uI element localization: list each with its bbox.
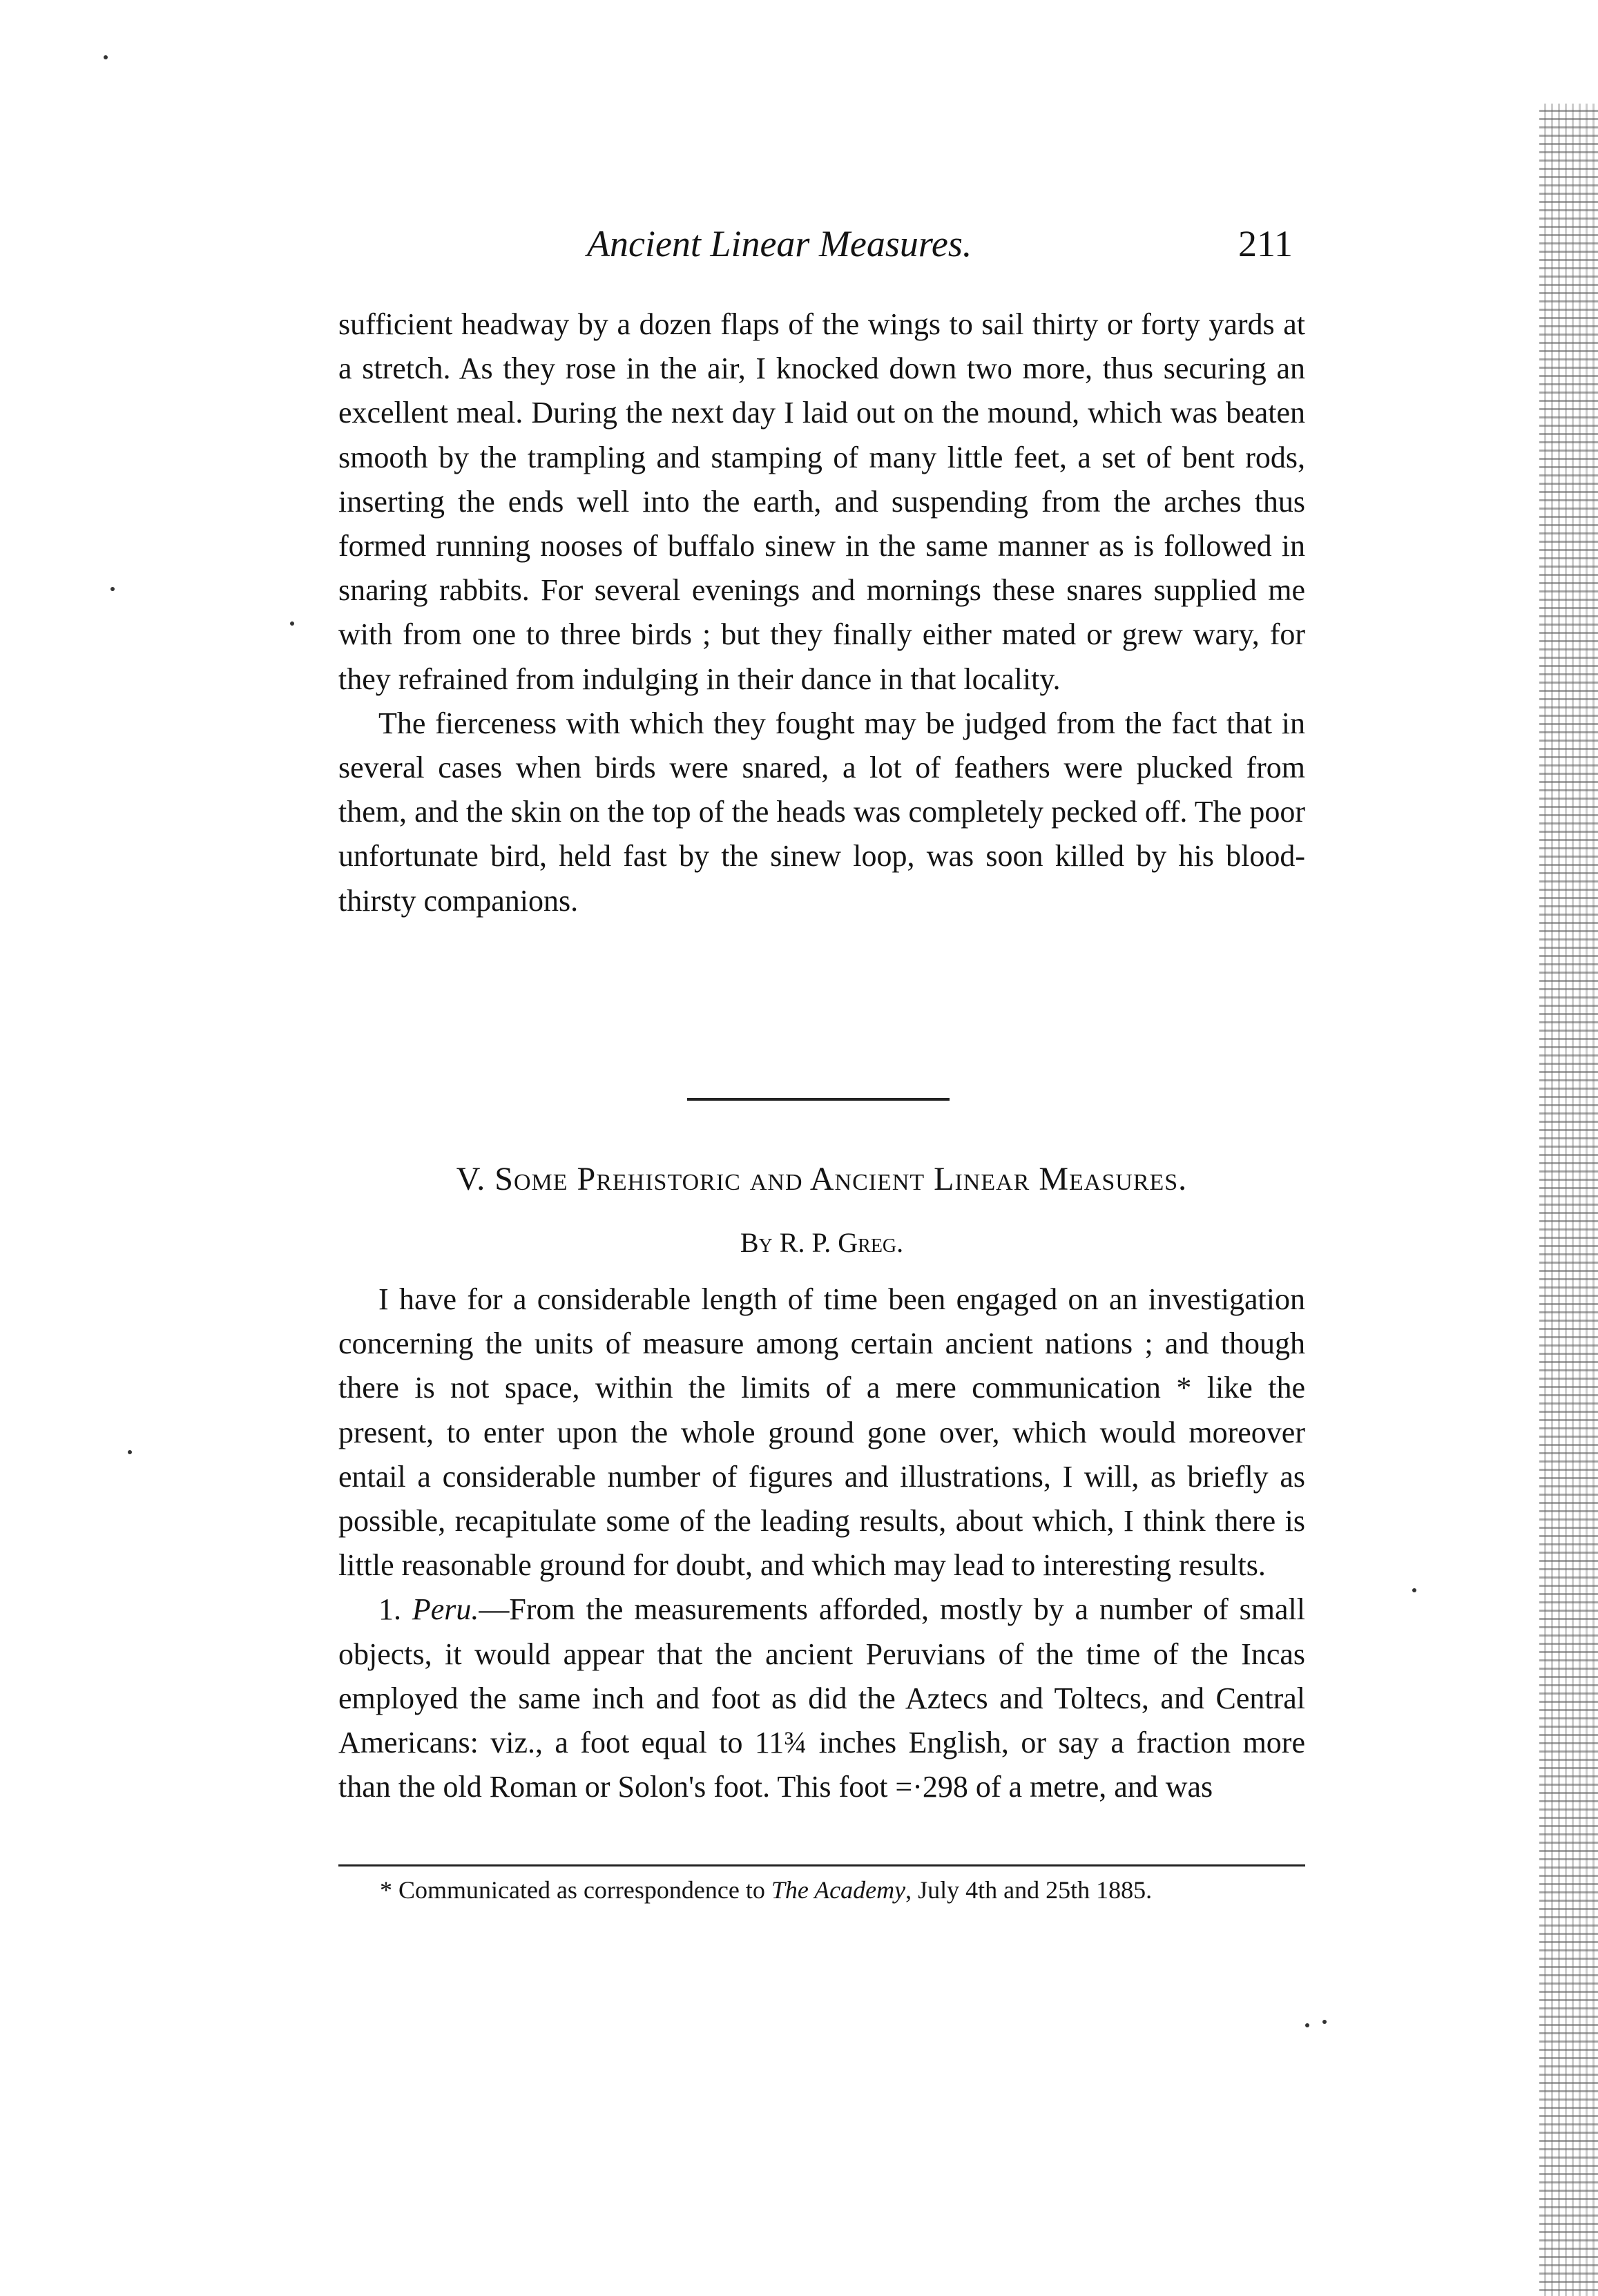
paragraph-number: 1. [378, 1592, 401, 1627]
speck-mark [128, 1450, 132, 1454]
paragraph [338, 1588, 1305, 1809]
speck-mark [104, 55, 108, 59]
speck-mark [1305, 2023, 1309, 2027]
byline: By R. P. Greg. [740, 1227, 904, 1258]
paragraph: sufficient headway by a dozen flaps of the wings to sail thirty or forty yards at a stretch. As they rose in the air, I knocked down two more, thus securing an excellent meal. During the next day I laid out on the mound, which was beaten smooth by the trampling and stamping of many little feet, a set of bent rods, inserting the ends well into the earth, and suspending from the arches thus formed running nooses of buffalo sinew in the same manner as is followed in snaring rabbits. For several evenings and mornings these snares supplied me with from one to three birds ; but they finally either mated or grew wary, for they refrained from indulging in their dance in that locality. [338, 307, 1305, 696]
page-edge-shadow [1539, 104, 1598, 2296]
paragraph: The fierceness with which they fought may be judged from the fact that in several cases when birds were snared, a lot of feathers were plucked from them, and the skin on the top of the heads was completely pecked off. The poor unfortunate bird, held fast by the sinew loop, was soon killed by his blood-thirsty companions. [338, 706, 1305, 918]
paragraph-heading: Peru. [412, 1592, 479, 1627]
speck-mark [290, 621, 294, 626]
paragraph-body: —From the measurements afforded, mostly by a number of small objects, it would appear that the ancient Peruvians of the time of the Incas employed the same inch and foot as did the Aztecs and Toltecs, and Central Americans: viz., a foot equal to 11¾ inches English, or say a fraction more than the old Roman or Solon's foot. This foot =·298 of a metre, and was [338, 1592, 1305, 1804]
section-title: V. Some Prehistoric and Ancient Linear Measures. [456, 1161, 1188, 1197]
speck-mark [1322, 2020, 1327, 2024]
top-text-block [338, 302, 1305, 923]
running-head [338, 220, 1305, 268]
paragraph: I have for a considerable length of time been engaged on an investigation concerning the units of measure among certain ancient nations ; and though there is not space, within the limits of a mere communication * like the present, to enter upon the whole ground gone over, which would moreover entail a considerable number of figures and illustrations, I will, as briefly as possible, recapitulate some of the leading results, about which, I think there is little reasonable ground for doubt, and which may lead to interesting results. [338, 1282, 1305, 1583]
speck-mark [1412, 1588, 1416, 1592]
page-number: 211 [1238, 223, 1293, 264]
footnote [338, 1873, 1305, 1907]
running-title: Ancient Linear Measures. [587, 223, 972, 264]
footnote-suffix: , July 4th and 25th 1885. [905, 1876, 1153, 1904]
footnote-journal: The Academy [771, 1876, 906, 1904]
bottom-text-block [338, 1277, 1305, 1809]
speck-mark [110, 587, 115, 591]
section-divider [687, 1098, 950, 1101]
footnote-prefix: * Communicated as correspondence to [380, 1876, 771, 1904]
footnote-rule [338, 1864, 1305, 1866]
